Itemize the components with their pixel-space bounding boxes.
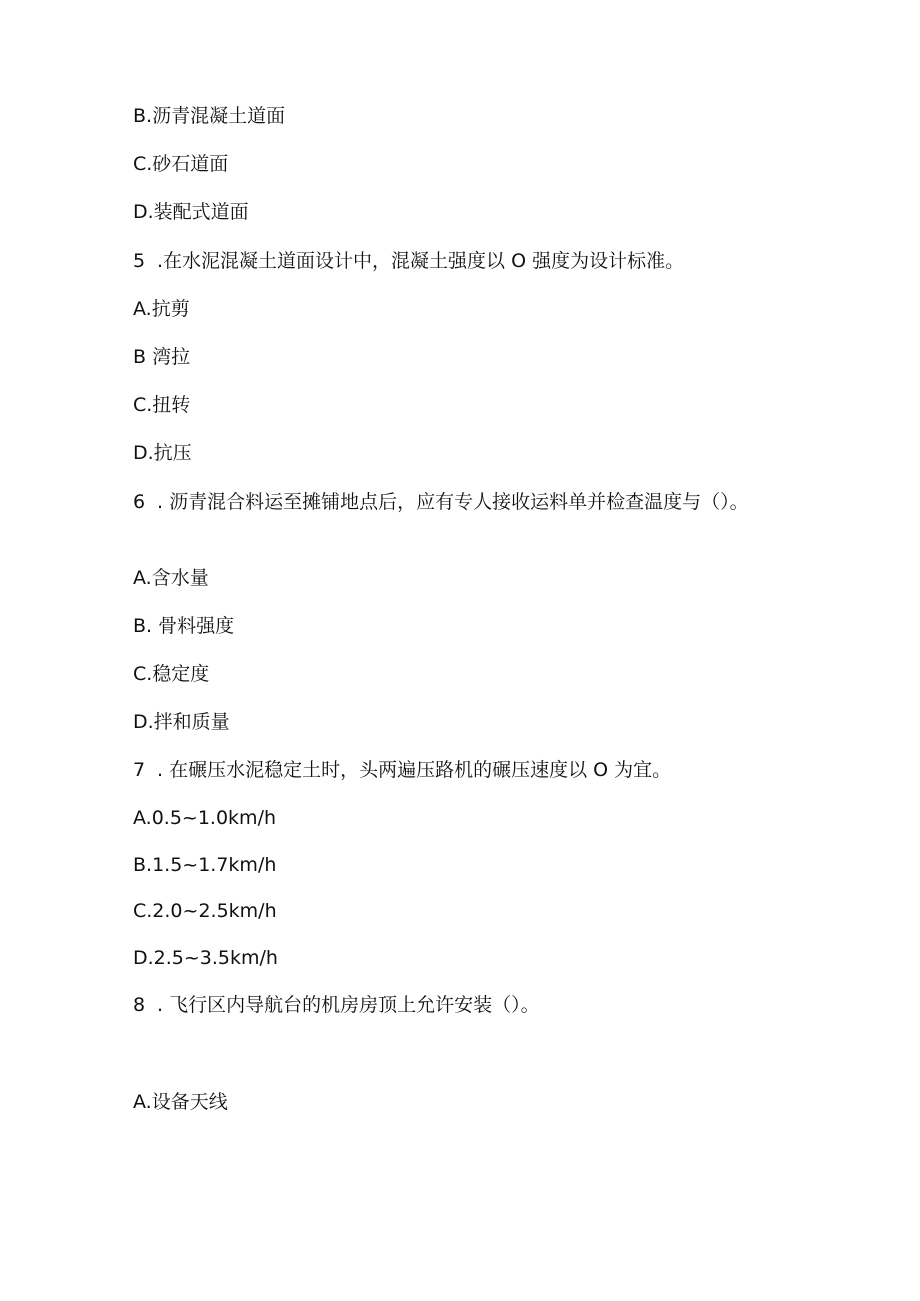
option-c-q5: C.扭转 xyxy=(133,394,191,416)
question-number: 5 xyxy=(133,250,146,272)
option-b-q7: B.1.5~1.7km∕h xyxy=(133,854,277,876)
question-text: . 飞行区内导航台的机房房顶上允许安装（）。 xyxy=(157,994,540,1016)
question-text: . 在碾压水泥稳定土时，头两遍压路机的碾压速度以 O 为宜。 xyxy=(157,759,672,781)
option-d-q4: D.装配式道面 xyxy=(133,201,249,223)
question-5 xyxy=(133,249,684,273)
option-c-q7: C.2.0~2.5km∕h xyxy=(133,900,277,922)
question-7 xyxy=(133,758,671,782)
option-a-q7: A.0.5~1.0km∕h xyxy=(133,807,277,829)
option-a-q6: A.含水量 xyxy=(133,567,209,589)
option-c-q6: C.稳定度 xyxy=(133,663,210,685)
question-text: . 沥青混合料运至摊铺地点后，应有专人接收运料单并检查温度与（）。 xyxy=(157,491,749,513)
question-text: .在水泥混凝土道面设计中，混凝土强度以 O 强度为设计标准。 xyxy=(157,250,685,272)
question-8 xyxy=(133,993,540,1017)
question-number: 6 xyxy=(133,491,146,513)
question-number: 7 xyxy=(133,759,146,781)
option-a-q8: A.设备天线 xyxy=(133,1091,228,1113)
option-c-q4: C.砂石道面 xyxy=(133,153,229,175)
question-number: 8 xyxy=(133,994,146,1016)
option-d-q6: D.拌和质量 xyxy=(133,711,230,733)
option-d-q5: D.抗压 xyxy=(133,442,192,464)
option-b-q4: B.沥青混凝土道面 xyxy=(133,105,286,127)
question-6 xyxy=(133,488,783,516)
option-d-q7: D.2.5~3.5km∕h xyxy=(133,947,278,969)
option-b-q6: B. 骨料强度 xyxy=(133,615,235,637)
option-a-q5: A.抗剪 xyxy=(133,298,190,320)
option-b-q5: B 湾拉 xyxy=(133,346,191,368)
